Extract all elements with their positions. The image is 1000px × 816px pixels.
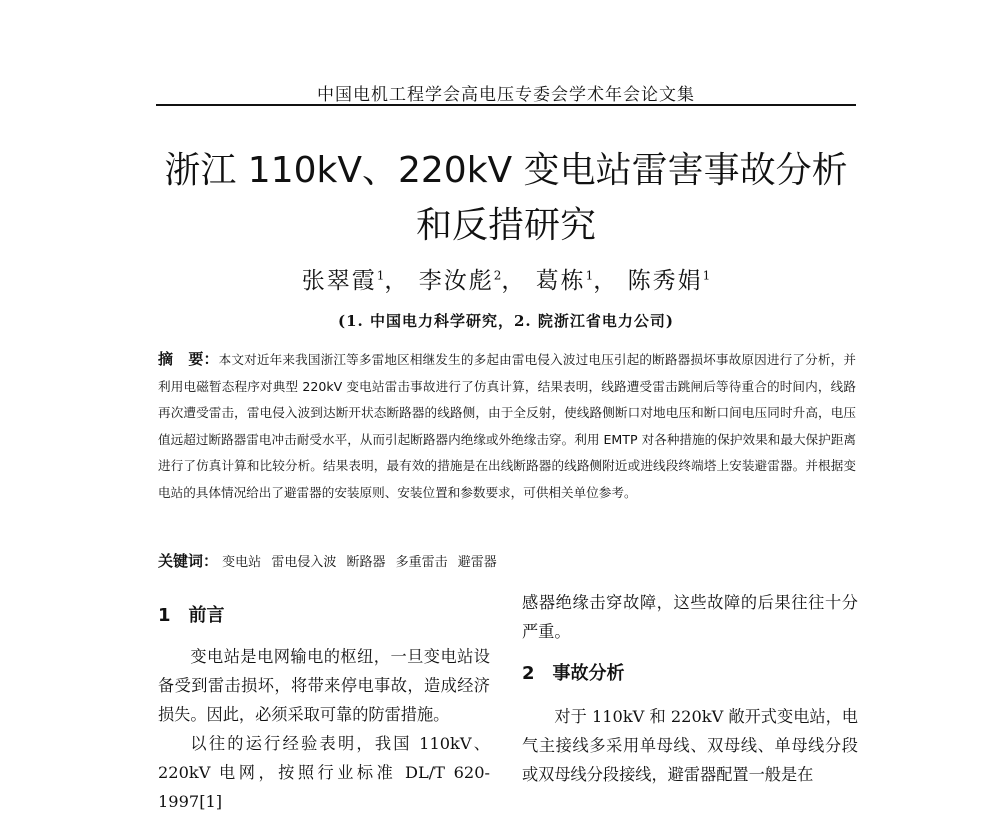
author-name: 李汝彪 xyxy=(418,268,494,294)
author-name: 葛栋 xyxy=(535,268,586,294)
keyword: 断路器 xyxy=(346,555,386,570)
paper-title-line-1: 浙江 110kV、220kV 变电站雷害事故分析 xyxy=(164,150,848,191)
abstract-text: 本文对近年来我国浙江等多雷地区相继发生的多起由雷电侵入波过电压引起的断路器损坏事故原因进行了分析，并利用电磁暂态程序对典型 220kV 变电站雷击事故进行了仿真计算，结果表明，线路遭受雷击跳闸后等待重合的时间内，线路再次遭受雷击，雷电侵入波到达断开状态断路器的线路侧，由于全反射，使线路侧断口对地电压和断口间电压同时升高，电压值远超过断路器雷电冲击耐受水平，从而引起断路器内绝缘或外绝缘击穿。利用 EMTP 对各种措施的保护效果和最大保护距离进行了仿真计算和比较分析。结果表明，最有效的措施是在出线断路器的线路侧附近或进线段终端塔上安装避雷器。并根据变电站的具体情况给出了避雷器的安装原则、安装位置和参数要求，可供相关单位参考。 xyxy=(158,352,856,500)
keywords-label: 关键词： xyxy=(158,552,219,570)
keywords xyxy=(158,550,856,571)
section-number: 2 xyxy=(522,663,535,684)
body-paragraph: 变电站是电网输电的枢纽，一旦变电站设备受到雷击损坏，将带来停电事故，造成经济损失。因此，必须采取可靠的防雷措施。 xyxy=(158,647,490,724)
right-column xyxy=(522,588,858,789)
author-affiliation-mark: 1 xyxy=(585,268,594,283)
body-paragraph: 对于 110kV 和 220kV 敞开式变电站，电气主接线多采用单母线、双母线、单母线分段或双母线分段接线，避雷器配置一般是在 xyxy=(522,707,858,784)
author-affiliation-mark: 2 xyxy=(493,268,502,283)
body-paragraph: 以往的运行经验表明，我国 110kV、220kV 电网，按照行业标准 DL/T 620-1997[1] xyxy=(158,734,490,811)
author-separator: ， xyxy=(593,268,619,294)
author-affiliation-mark: 1 xyxy=(702,268,711,283)
author-name: 张翠霞 xyxy=(301,268,377,294)
keyword: 避雷器 xyxy=(457,555,497,570)
author-affiliation-mark: 1 xyxy=(376,268,385,283)
abstract-label: 摘 要： xyxy=(158,350,219,368)
keyword: 变电站 xyxy=(222,555,262,570)
paper-title-line-2: 和反措研究 xyxy=(415,205,596,246)
section-heading-accident-analysis xyxy=(522,658,858,690)
keyword: 多重雷击 xyxy=(395,555,448,570)
section-number: 1 xyxy=(158,605,171,626)
section-title: 前言 xyxy=(188,605,225,626)
body-paragraph-continuation: 感器绝缘击穿故障，这些故障的后果往往十分严重。 xyxy=(522,593,858,641)
author-separator: ， xyxy=(384,268,410,294)
author-list xyxy=(200,262,812,295)
section-title: 事故分析 xyxy=(552,663,625,684)
section-heading-introduction xyxy=(158,600,490,632)
author-separator: ， xyxy=(501,268,527,294)
running-header: 中国电机工程学会高电压专委会学术年会论文集 xyxy=(317,85,695,105)
keyword: 雷电侵入波 xyxy=(271,555,337,570)
author-name: 陈秀娟 xyxy=(627,268,703,294)
header-rule xyxy=(156,104,856,106)
affiliation: (1. 中国电力科学研究，2. 院浙江省电力公司) xyxy=(338,312,674,330)
left-column xyxy=(158,600,490,816)
abstract xyxy=(158,346,856,507)
